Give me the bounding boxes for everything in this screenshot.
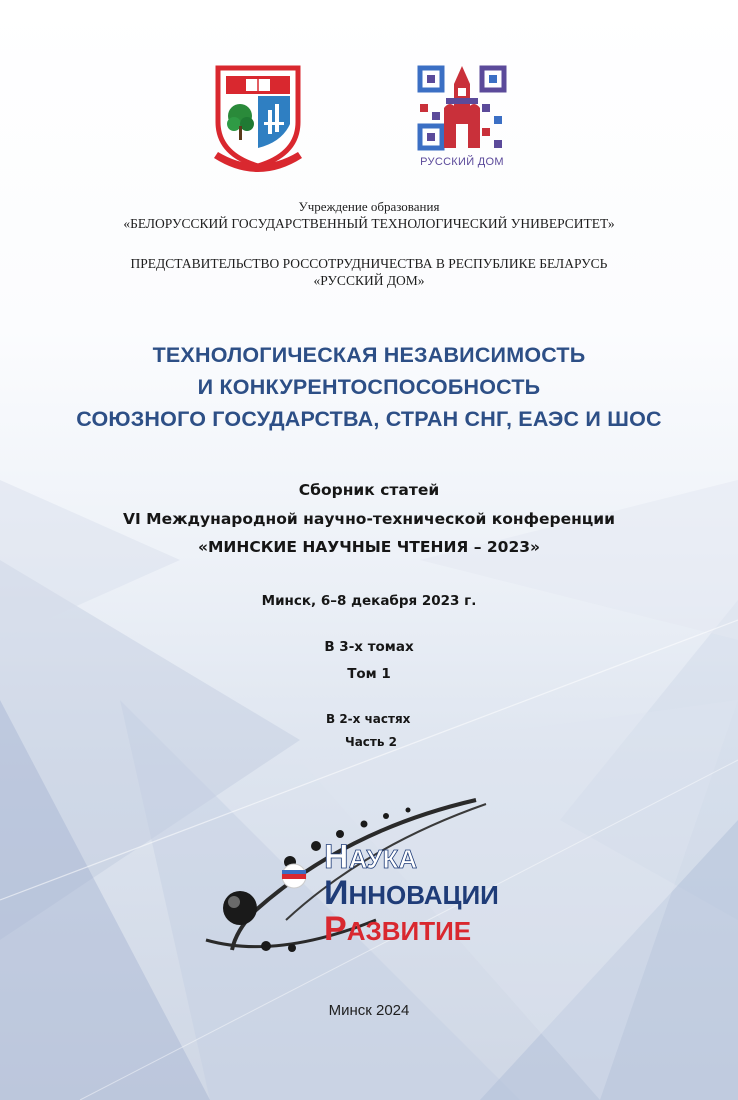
logo-word-1-rest: АУКА <box>348 844 418 874</box>
place-and-date: Минск, 6–8 декабря 2023 г. <box>261 593 477 609</box>
book-title-line-2: И КОНКУРЕНТОСПОСОБНОСТЬ <box>197 375 541 399</box>
logo-word-2-initial: И <box>324 874 349 912</box>
subtitle-line-3: «МИНСКИЕ НАУЧНЫЕ ЧТЕНИЯ – 2023» <box>197 538 541 556</box>
conference-logo <box>196 790 536 970</box>
city-and-year: Минск 2024 <box>328 1002 410 1019</box>
university-crest-icon <box>212 62 304 174</box>
russian-house-logo <box>414 64 510 176</box>
svg-text:РАЗВИТИЕ <box>324 910 471 948</box>
russian-house-caption: РУССКИЙ ДОМ <box>420 156 504 168</box>
svg-text:ИННОВАЦИИ <box>324 874 499 912</box>
subtitle-line-1: Сборник статей <box>298 481 440 499</box>
representation-line-2: «РУССКИЙ ДОМ» <box>313 273 425 288</box>
science-innovation-development-logo-icon <box>196 790 536 970</box>
book-title-line-3: СОЮЗНОГО ГОСУДАРСТВА, СТРАН СНГ, ЕАЭС И ШОС <box>76 407 662 431</box>
institution-name: «БЕЛОРУССКИЙ ГОСУДАРСТВЕННЫЙ ТЕХНОЛОГИЧЕСКИЙ УНИВЕРСИТЕТ» <box>123 216 615 231</box>
volumes-count: В 3-х томах <box>324 639 414 655</box>
logo-word-1-initial: Н <box>324 838 349 876</box>
russian-house-qr-logo-icon <box>414 64 510 154</box>
representation-line-1: ПРЕДСТАВИТЕЛЬСТВО РОССОТРУДНИЧЕСТВА В РЕСПУБЛИКЕ БЕЛАРУСЬ <box>130 256 608 271</box>
university-crest-logo <box>212 62 304 174</box>
part-number: Часть 2 <box>345 735 397 749</box>
logo-word-3-rest: АЗВИТИЕ <box>346 916 472 946</box>
logo-word-3-initial: Р <box>324 910 347 948</box>
book-title-line-1: ТЕХНОЛОГИЧЕСКАЯ НЕЗАВИСИМОСТЬ <box>152 343 586 367</box>
parts-count: В 2-х частях <box>326 712 411 726</box>
svg-text:НАУКА <box>324 838 417 876</box>
subtitle-line-2: VI Международной научно-технической конференции <box>122 510 616 528</box>
logo-word-2-rest: ННОВАЦИИ <box>348 880 499 910</box>
volume-number: Том 1 <box>347 666 391 682</box>
institution-label: Учреждение образования <box>298 199 440 214</box>
